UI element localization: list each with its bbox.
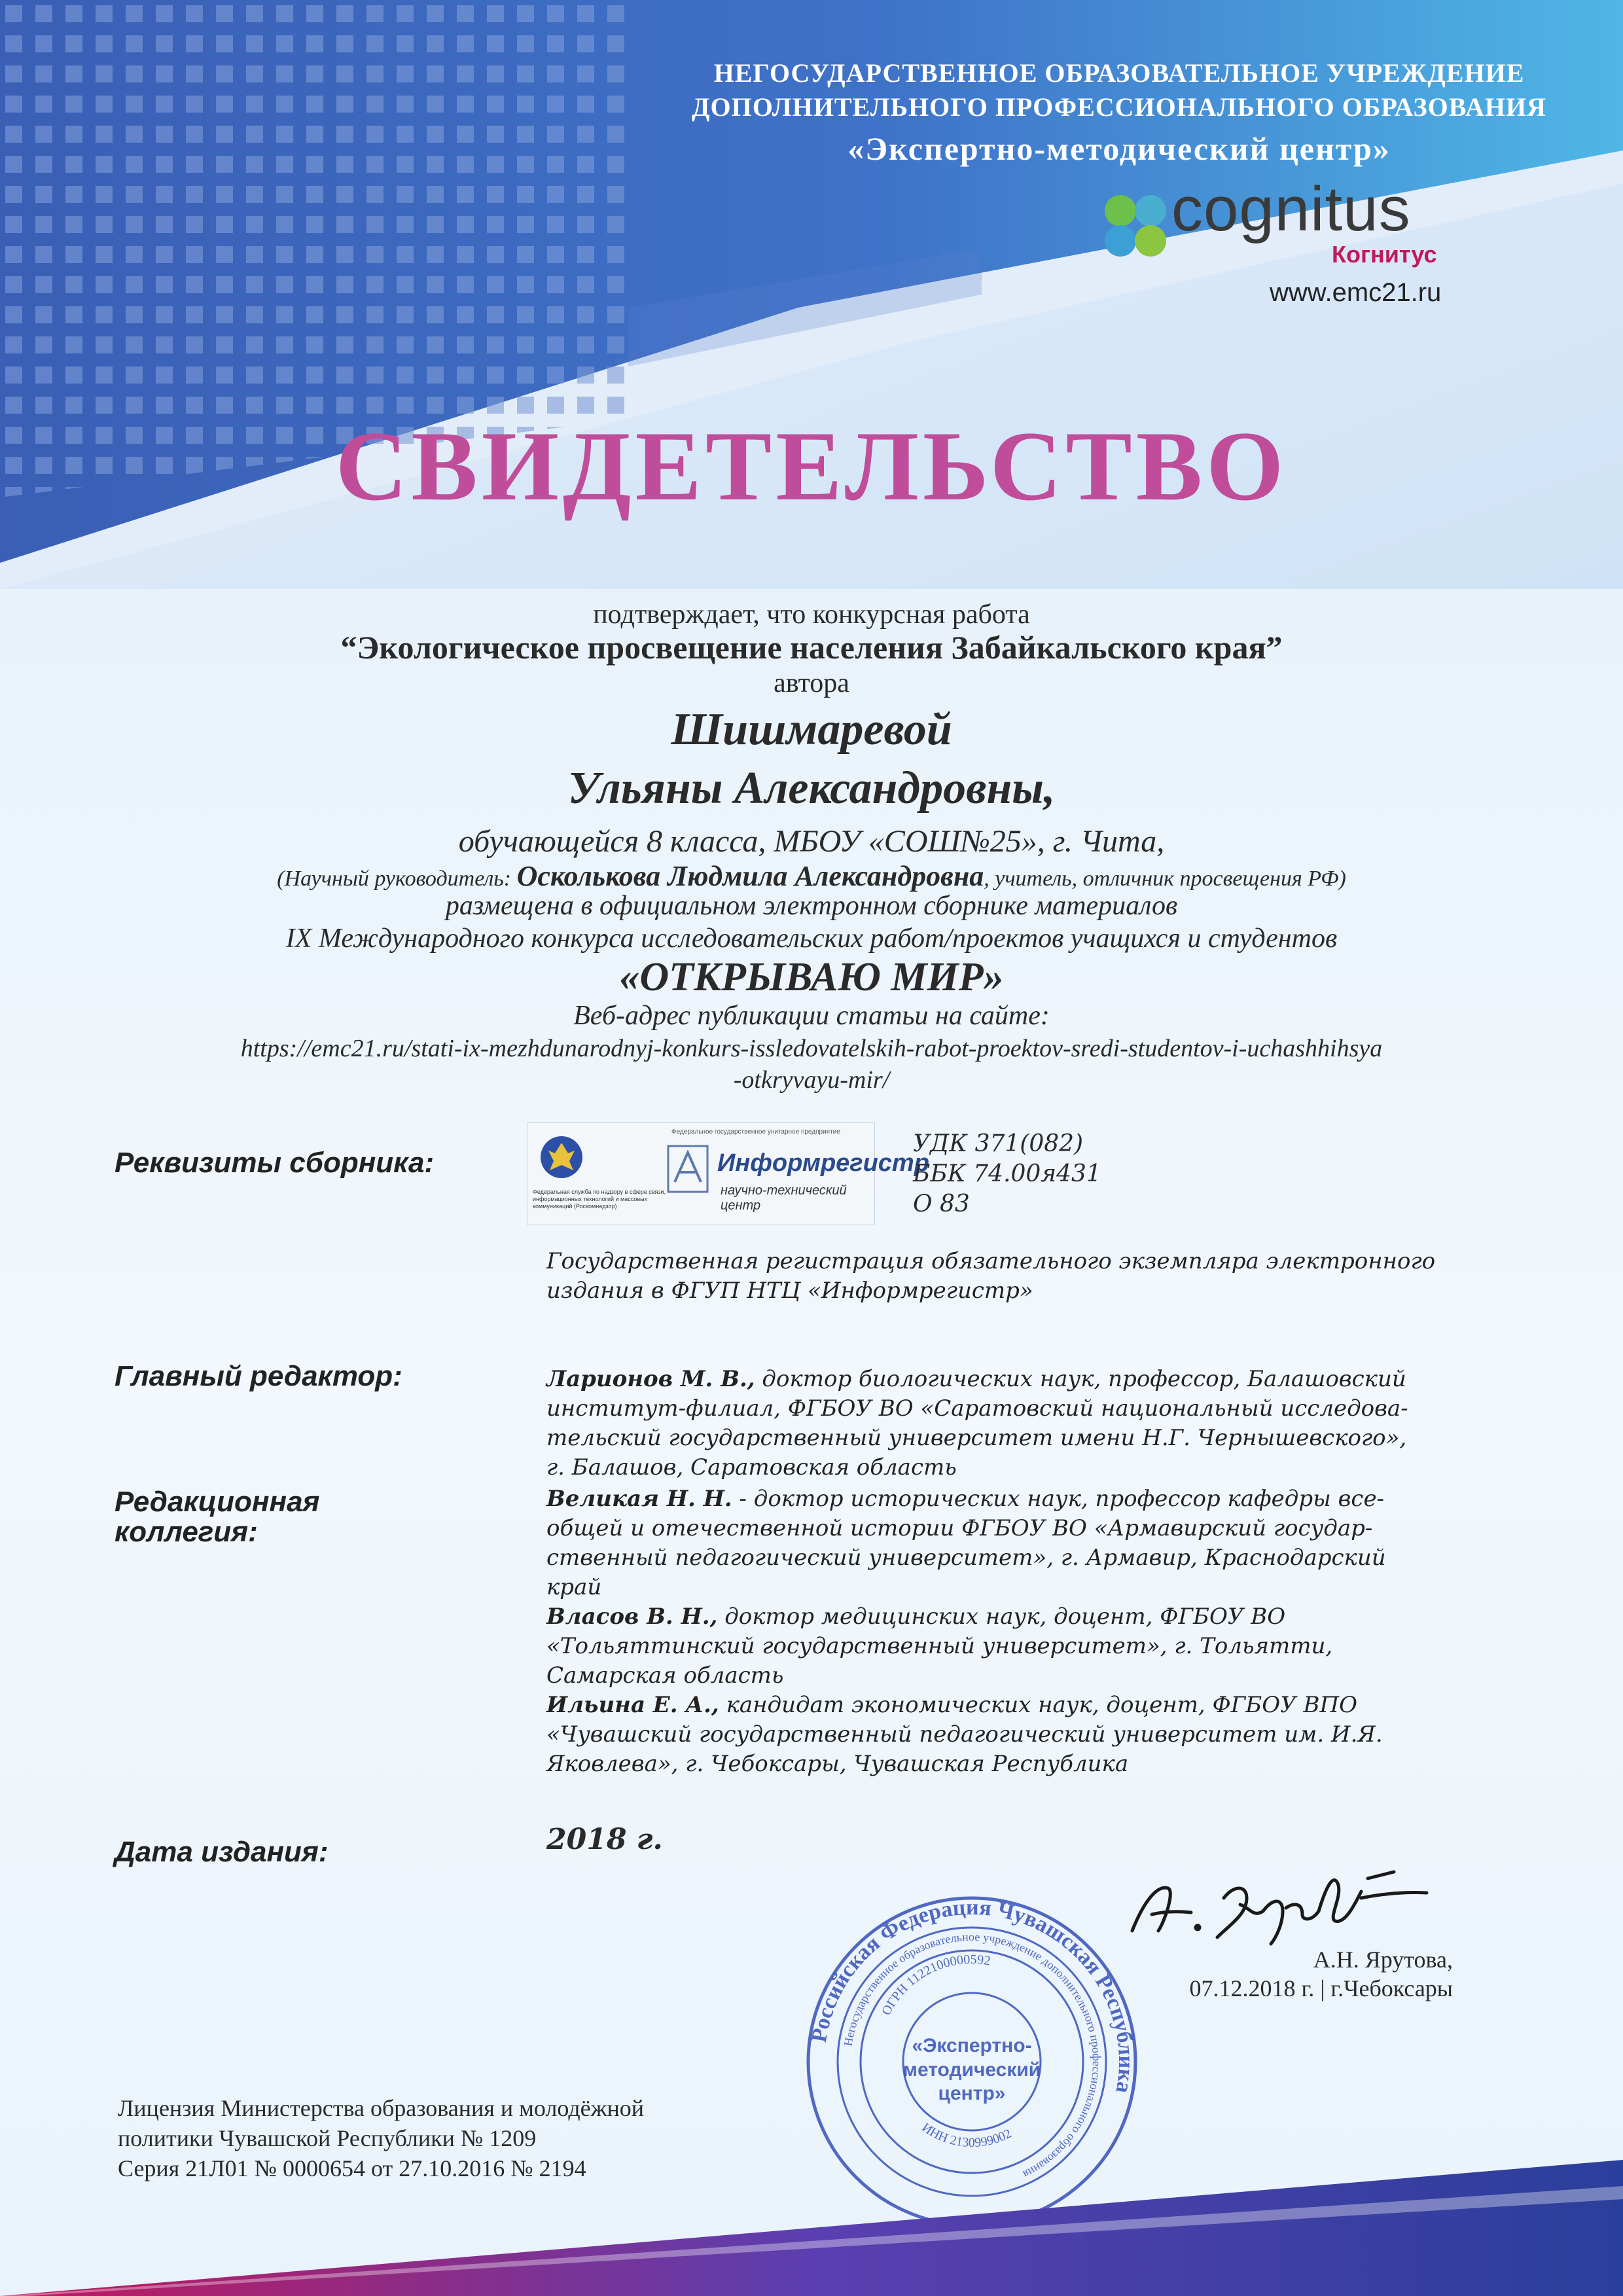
date-label: Дата издания: — [115, 1836, 329, 1868]
chief-editor-line-1: доктор биологических наук, профессор, Балашовский — [755, 1366, 1406, 1392]
board-member-3-name: Ильина Е. А., — [546, 1692, 719, 1718]
stamp-center-line-3: центр» — [938, 2083, 1006, 2104]
placed-in-text: размещена в официальном электронном сборнике материалов — [445, 891, 1178, 921]
supervisor-suffix: , учитель, отличник просвещения РФ) — [984, 867, 1346, 891]
work-title: “Экологическое просвещение населения Забайкальского края” — [340, 629, 1283, 666]
contest-name: «ОТКРЫВАЮ МИР» — [619, 955, 1004, 999]
publication-url[interactable] — [79, 1033, 1544, 1096]
informregistr-title: Информрегистр — [717, 1149, 929, 1177]
supervisor-line — [0, 859, 1623, 893]
org-line-1: НЕГОСУДАРСТВЕННОЕ ОБРАЗОВАТЕЛЬНОЕ УЧРЕЖДЕНИЕ — [713, 58, 1525, 88]
license-line-2: политики Чувашской Республики № 1209 — [118, 2125, 537, 2151]
logo-wordmark: cognitus — [1171, 174, 1411, 244]
board-label-line-2: коллегия: — [115, 1516, 258, 1548]
informregistr-mark-icon — [665, 1143, 711, 1195]
udk-code: УДК 371(082) — [913, 1130, 1084, 1157]
author-given-names: Ульяны Александровны, — [567, 763, 1056, 814]
board-label-line-1: Редакционная — [115, 1486, 320, 1518]
board-member-1-line-4: край — [546, 1574, 602, 1600]
certificate-title: СВИДЕТЕЛЬСТВО — [335, 411, 1288, 521]
license-line-3: Серия 21Л01 № 0000654 от 27.10.2016 № 2194 — [118, 2155, 586, 2181]
board-member-2-line-1: доктор медицинских наук, доцент, ФГБОУ ВО — [717, 1604, 1286, 1630]
informregistr-logo — [527, 1122, 929, 1225]
chief-editor-line-2: институт-филиал, ФГБОУ ВО «Саратовский национальный исследова- — [546, 1395, 1408, 1422]
publication-url-line-2[interactable]: -otkryvayu-mir/ — [733, 1066, 890, 1094]
date-value: 2018 г. — [546, 1823, 663, 1856]
student-info: обучающейся 8 класса, МБОУ «СОШ№25», г. Чита, — [458, 824, 1165, 859]
supervisor-name: Осколькова Людмила Александровна — [516, 860, 984, 892]
o-code: О 83 — [913, 1191, 970, 1217]
cognitus-clover-icon — [1099, 190, 1171, 262]
board-member-2-line-2: «Тольяттинский государственный университет», г. Тольятти, — [546, 1633, 1333, 1659]
confirms-text: подтверждает, что конкурсная работа — [593, 600, 1030, 630]
stamp-center-line-2: методический — [902, 2059, 1041, 2081]
signatory-name: А.Н. Ярутова, — [1313, 1946, 1453, 1973]
registration-line-1: Государственная регистрация обязательного экземпляра электронного — [546, 1248, 1436, 1274]
stamp-center-line-1: «Экспертно- — [912, 2035, 1032, 2056]
stamp-inn-text: ИНН 2130999002 — [919, 2120, 1014, 2151]
classification-codes — [913, 1129, 1101, 1219]
stamp-outer-text: Российская Федерация Чувашская Республика — [806, 1895, 1139, 2095]
footer-decoration — [0, 2160, 1623, 2296]
license-line-1: Лицензия Министерства образования и молодёжной — [118, 2095, 645, 2121]
board-member-2-name: Власов В. Н., — [546, 1604, 718, 1630]
stamp-middle-text: Негосударственное образовательное учреждение дополнительного профессионального образования — [841, 1929, 1104, 2181]
org-name: «Экспертно-методический центр» — [847, 130, 1391, 167]
board-member-3-line-1: кандидат экономических наук, доцент, ФГБОУ ВПО — [719, 1692, 1358, 1718]
url-label: Веб-адрес публикации статьи на сайте: — [573, 1001, 1050, 1031]
signatory — [1113, 1945, 1453, 2003]
board-member-2-line-3: Самарская область — [546, 1662, 784, 1689]
chief-editor-name: Ларионов М. В., — [546, 1366, 755, 1392]
org-line-2: ДОПОЛНИТЕЛЬНОГО ПРОФЕССИОНАЛЬНОГО ОБРАЗОВАНИЯ — [692, 92, 1546, 122]
publication-url-line-1[interactable]: https://emc21.ru/stati-ix-mezhdunarodnyj-konkurs-issledovatelskih-rabot-proektov-sredi-studentov-i-uchashhihsya — [240, 1035, 1383, 1062]
logo-subtitle: Когнитус — [1332, 241, 1437, 268]
chief-editor-line-3: тельский государственный университет имени Н.Г. Чернышевского», — [546, 1425, 1407, 1451]
bbk-code: ББК 74.00я431 — [913, 1160, 1101, 1187]
registration-line-2: издания в ФГУП НТЦ «Информрегистр» — [546, 1278, 1033, 1304]
site-url[interactable]: www.emc21.ru — [1270, 278, 1442, 307]
board-member-1-line-2: общей и отечественной истории ФГБОУ ВО «Армавирский государ- — [546, 1515, 1373, 1541]
board-members — [546, 1484, 1489, 1779]
chief-editor-label: Главный редактор: — [115, 1360, 402, 1392]
emblem-icon — [534, 1131, 599, 1190]
requisites-label: Реквизиты сборника: — [115, 1147, 435, 1179]
board-member-3-line-2: «Чувашский государственный педагогический университет им. И.Я. — [546, 1721, 1383, 1748]
author-surname: Шишмаревой — [671, 704, 952, 755]
signature-date-place: 07.12.2018 г. | г.Чебоксары — [1189, 1975, 1453, 2001]
board-member-1-line-1: - доктор исторических наук, профессор кафедры все- — [732, 1486, 1385, 1512]
informregistr-subtitle: научно-технический центр — [721, 1183, 847, 1213]
board-label — [115, 1487, 319, 1547]
contest-text: IX Международного конкурса исследовательских работ/проектов учащихся и студентов — [285, 924, 1338, 954]
registration-text — [546, 1247, 1495, 1306]
board-member-1-line-3: ственный педагогический университет», г. Армавир, Краснодарский — [546, 1545, 1386, 1571]
chief-editor-line-4: г. Балашов, Саратовская область — [546, 1454, 957, 1480]
stamp-ogrn-text: ОГРН 1122100000592 — [879, 1952, 992, 2018]
roskomnadzor-text: Федеральная служба по надзору в сфере связи, информационных технологий и массовых коммуникаций (Роскомнадзор) — [533, 1189, 666, 1210]
supervisor-prefix: (Научный руководитель: — [277, 867, 512, 891]
board-member-3-line-3: Яковлева», г. Чебоксары, Чувашская Республика — [546, 1751, 1129, 1777]
handwritten-signature — [1119, 1859, 1459, 1950]
author-label: автора — [774, 668, 849, 698]
board-member-1-name: Великая Н. Н. — [546, 1486, 732, 1512]
informregistr-top: Федеральное государственное унитарное предприятие — [671, 1128, 840, 1136]
chief-editor-text — [546, 1365, 1489, 1482]
